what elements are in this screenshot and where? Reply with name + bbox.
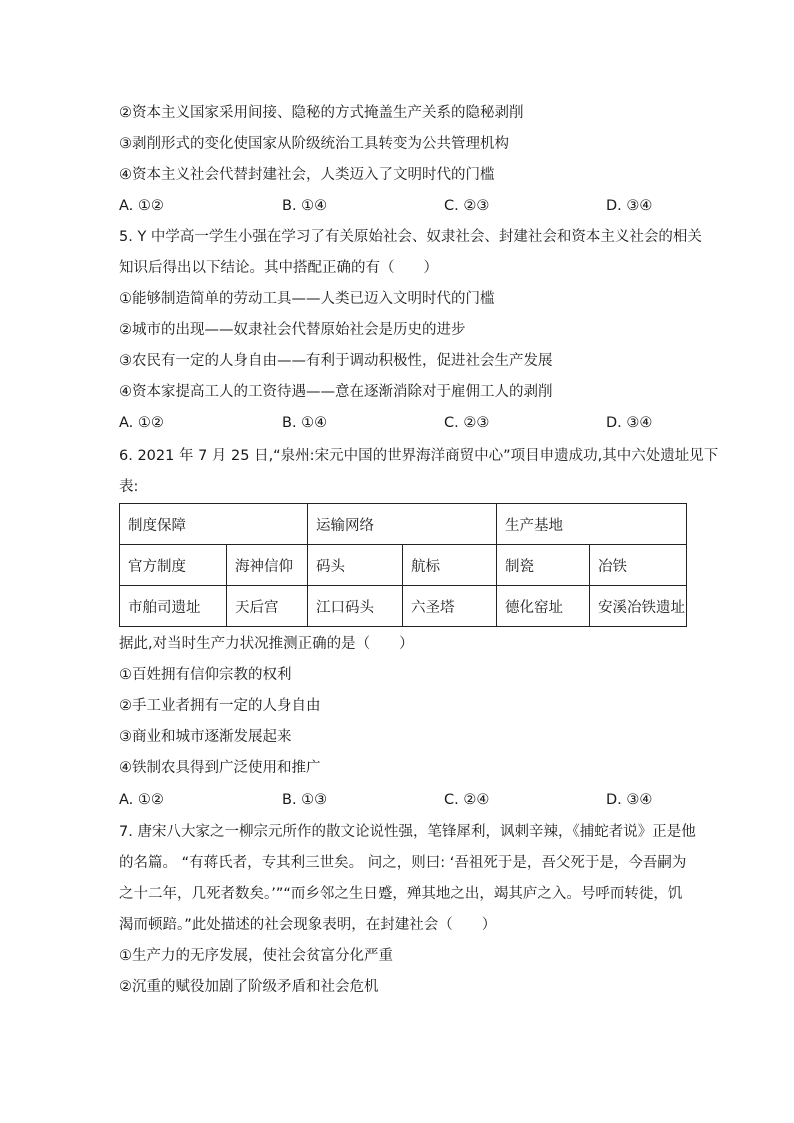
q7-statement-2: ②沉重的赋役加剧了阶级矛盾和社会危机	[119, 979, 379, 995]
table-cell: 冶铁	[590, 545, 687, 586]
q5-statement-2: ②城市的出现——奴隶社会代替原始社会是历史的进步	[119, 322, 466, 338]
q5-statement-4: ④资本家提高工人的工资待遇——意在逐渐消除对于雇佣工人的剥削	[119, 384, 553, 400]
table-subheader-row	[120, 545, 687, 586]
group-transport: 运输网络	[308, 504, 497, 545]
q6-option-a: A. ①②	[119, 792, 164, 808]
table-header-row	[120, 504, 687, 545]
group-production: 生产基地	[497, 504, 687, 545]
table-cell: 安溪冶铁遗址	[590, 586, 687, 627]
table-cell: 天后宫	[227, 586, 308, 627]
q6-question: 据此,对当时生产力状况推测正确的是（ ）	[119, 636, 414, 652]
q5-statement-1: ①能够制造简单的劳动工具——人类已迈入文明时代的门槛	[119, 291, 495, 307]
q6-statement-1: ①百姓拥有信仰宗教的权利	[119, 667, 292, 683]
q6-statement-3: ③商业和城市逐渐发展起来	[119, 729, 292, 745]
group-institution: 制度保障	[120, 504, 308, 545]
table-cell: 海神信仰	[227, 545, 308, 586]
q6-statement-4: ④铁制农具得到广泛使用和推广	[119, 760, 321, 776]
q6-option-d: D. ③④	[606, 792, 653, 808]
q7-stem-line-3: 之十二年，几死者数矣。’”“而乡邻之生日蹙，殚其地之出，竭其庐之入。号呼而转徙，饥	[119, 886, 683, 902]
table-row	[120, 586, 687, 627]
table-cell: 市舶司遗址	[120, 586, 227, 627]
q4-option-b: B. ①④	[282, 198, 328, 214]
table-cell: 官方制度	[120, 545, 227, 586]
table-cell: 航标	[403, 545, 497, 586]
q7-stem-line-2: 的名篇。 “有蒋氏者，专其利三世矣。 问之，则曰: ‘吾祖死于是，吾父死于是，今吾嗣为	[119, 855, 687, 871]
table-cell: 六圣塔	[403, 586, 497, 627]
q5-stem-line-2: 知识后得出以下结论。其中搭配正确的有（ ）	[119, 260, 438, 276]
q4-statement-3: ③剥削形式的变化使国家从阶级统治工具转变为公共管理机构	[119, 136, 509, 152]
table-cell: 制瓷	[497, 545, 590, 586]
q4-option-d: D. ③④	[606, 198, 653, 214]
q5-statement-3: ③农民有一定的人身自由——有利于调动积极性，促进社会生产发展	[119, 353, 553, 369]
q4-statement-2: ②资本主义国家采用间接、隐秘的方式掩盖生产关系的隐秘剥削	[119, 105, 524, 121]
q5-option-c: C. ②③	[444, 415, 490, 431]
q6-stem-line-1: 6. 2021 年 7 月 25 日,“泉州:宋元中国的世界海洋商贸中心”项目申遗成功,其中六处遗址见下	[119, 448, 719, 464]
q6-option-c: C. ②④	[444, 792, 490, 808]
q6-statement-2: ②手工业者拥有一定的人身自由	[119, 698, 321, 714]
q5-option-b: B. ①④	[282, 415, 328, 431]
heritage-sites-table	[119, 503, 687, 627]
q7-statement-1: ①生产力的无序发展，使社会贫富分化严重	[119, 948, 393, 964]
q4-option-a: A. ①②	[119, 198, 164, 214]
q6-stem-line-2: 表:	[119, 479, 139, 495]
table-cell: 江口码头	[308, 586, 403, 627]
q4-statement-4: ④资本主义社会代替封建社会，人类迈入了文明时代的门槛	[119, 167, 495, 183]
table-cell: 德化窑址	[497, 586, 590, 627]
q5-stem-line-1: 5. Y 中学高一学生小强在学习了有关原始社会、奴隶社会、封建社会和资本主义社会的相关	[119, 229, 702, 245]
table-cell: 码头	[308, 545, 403, 586]
q5-option-a: A. ①②	[119, 415, 164, 431]
q6-option-b: B. ①③	[282, 792, 328, 808]
q4-option-c: C. ②③	[444, 198, 490, 214]
q7-stem-line-4: 渴而顿踣。”此处描述的社会现象表明，在封建社会（ ）	[119, 917, 497, 933]
q5-option-d: D. ③④	[606, 415, 653, 431]
q7-stem-line-1: 7. 唐宋八大家之一柳宗元所作的散文论说性强，笔锋犀利，讽刺辛辣，《捕蛇者说》正是他	[119, 824, 696, 840]
